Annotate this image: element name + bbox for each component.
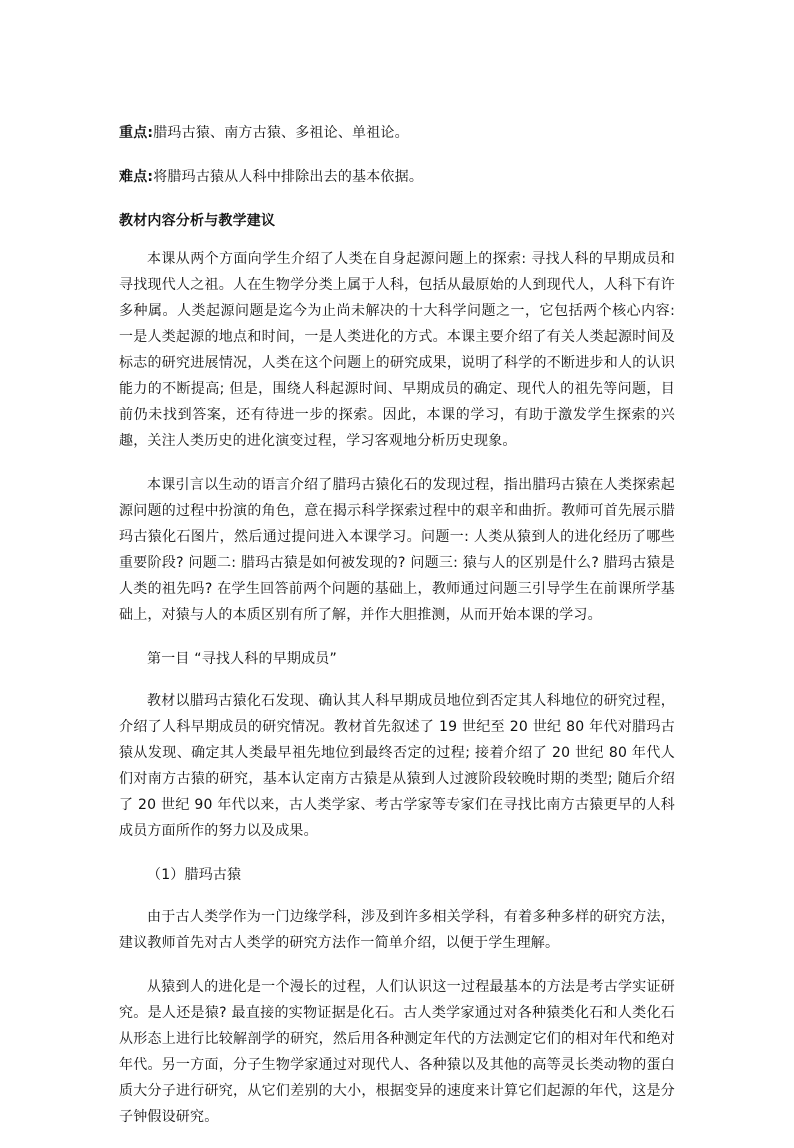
key-points-colon: :	[147, 125, 154, 141]
paragraph-1: 本课从两个方面向学生介绍了人类在自身起源问题上的探索: 寻找人科的早期成员和寻找现代人之祖。人在生物学分类上属于人科，包括从最原始的人到现代人，人科下有许多种属。人类起源问题是迄今为止尚未解决的十大科学问题之一，它包括两个核心内容: 一是人类起源的地点和时间，一是人类进化的方式。本课主要介绍了有关人类起源时间及标志的研究进展情况，人类在这个问题上的研究成果，说明了科学的不断进步和人的认识能力的不断提高; 但是，围绕人科起源时间、早期成员的确定、现代人的祖先等问题，目前仍未找到答案，还有待进一步的探索。因此，本课的学习，有助于激发学生探索的兴趣，关注人类历史的进化演变过程，学习客观地分析历史现象。	[119, 251, 675, 449]
key-points-line	[119, 120, 675, 146]
difficulty-colon: :	[147, 169, 154, 185]
key-points-label: 重点	[119, 125, 148, 141]
paragraph-5: 从猿到人的进化是一个漫长的过程，人们认识这一过程最基本的方法是考古学实证研究。是人还是猿? 最直接的实物证据是化石。古人类学家通过对各种猿类化石和人类化石从形态上进行比较解剖学的研究，然后用各种测定年代的方法测定它们的相对年代和绝对年代。另一方面，分子生物学家通过对现代人、各种猿以及其他的高等灵长类动物的蛋白质大分子进行研究，从它们差别的大小，根据变异的速度来计算它们起源的年代，这是分子钟假设研究。	[119, 979, 675, 1125]
difficulty-text: 将腊玛古猿从人科中排除出去的基本依据。	[153, 169, 424, 185]
paragraph-3: 教材以腊玛古猿化石发现、确认其人科早期成员地位到否定其人科地位的研究过程，介绍了人科早期成员的研究情况。教材首先叙述了 19 世纪至 20 世纪 80 年代对腊玛古猿从发现、确定其人类最早祖先地位到最终否定的过程; 接着介绍了 20 世纪 80 年代人们对南方古猿的研究，基本认定南方古猿是从猿到人过渡阶段较晚时期的类型; 随后介绍了 20 世纪 90 年代以来，古人类学家、考古学家等专家们在寻找比南方古猿更早的人科成员方面所作的努力以及成果。	[119, 693, 675, 839]
difficulty-line	[119, 164, 675, 190]
difficulty-label: 难点	[119, 169, 148, 185]
section-heading: 教材内容分析与教学建议	[119, 213, 276, 229]
paragraph-4: 由于古人类学作为一门边缘学科，涉及到许多相关学科，有着多种多样的研究方法，建议教师首先对古人类学的研究方法作一简单介绍，以便于学生理解。	[119, 909, 675, 951]
subsection-heading-1: 第一目 “寻找人科的早期成员”	[147, 651, 337, 667]
document-body	[119, 120, 675, 1148]
paragraph-2: 本课引言以生动的语言介绍了腊玛古猿化石的发现过程，指出腊玛古猿在人类探索起源问题的过程中扮演的角色，意在揭示科学探索过程中的艰辛和曲折。教师可首先展示腊玛古猿化石图片，然后通过提问进入本课学习。问题一: 人类从猿到人的进化经历了哪些重要阶段? 问题二: 腊玛古猿是如何被发现的? 问题三: 猿与人的区别是什么? 腊玛古猿是人类的祖先吗? 在学生回答前两个问题的基础上，教师通过问题三引导学生在前课所学基础上，对猿与人的本质区别有所了解，并作大胆推测，从而开始本课的学习。	[119, 477, 675, 623]
key-points-text: 腊玛古猿、南方古猿、多祖论、单祖论。	[153, 125, 409, 141]
subsection-heading-2: （1）腊玛古猿	[147, 867, 242, 883]
